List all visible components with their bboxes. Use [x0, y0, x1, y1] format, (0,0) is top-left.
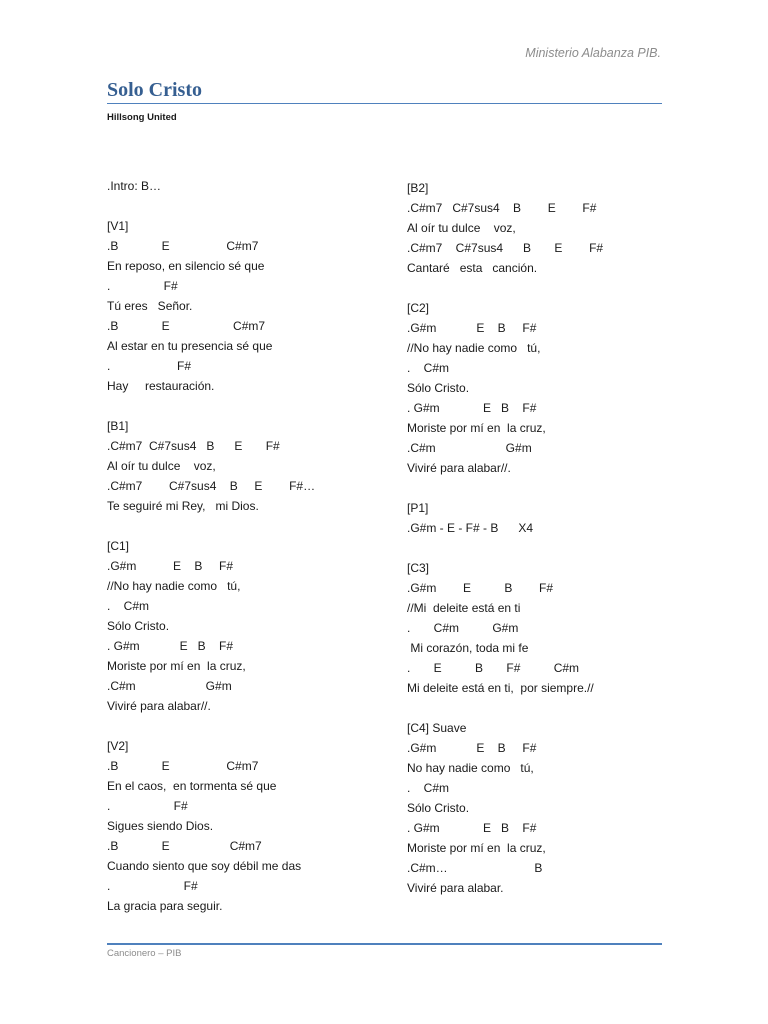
lyric-line: Viviré para alabar. — [407, 881, 504, 895]
lyric-line: .C#m G#m — [107, 679, 232, 693]
footer-divider — [107, 943, 662, 945]
lyric-line: Mi corazón, toda mi fe — [407, 641, 529, 655]
lyric-line: [V2] — [107, 739, 129, 753]
lyric-line: Cantaré esta canción. — [407, 261, 538, 275]
lyric-line — [107, 716, 315, 736]
lyric-line: .G#m E B F# — [407, 321, 537, 335]
lyric-line: .B E C#m7 — [107, 239, 259, 253]
lyric-line: Te seguiré mi Rey, mi Dios. — [107, 499, 259, 513]
lyric-line: .C#m… B — [407, 861, 543, 875]
lyric-line: .B E C#m7 — [107, 319, 266, 333]
lyric-line — [407, 538, 603, 558]
lyric-line: Hay restauración. — [107, 379, 215, 393]
lyric-line: Al oír tu dulce voz, — [107, 459, 216, 473]
organization-header: Ministerio Alabanza PIB. — [525, 46, 661, 60]
lyric-line: [C2] — [407, 301, 430, 315]
lyric-line: . F# — [107, 799, 188, 813]
lyric-line: //Mi deleite está en ti — [407, 601, 521, 615]
lyric-line: .Intro: B… — [107, 179, 162, 193]
lyric-line: //No hay nadie como tú, — [107, 579, 241, 593]
lyric-line: . G#m E B F# — [407, 401, 537, 415]
lyric-line: Moriste por mí en la cruz, — [407, 421, 546, 435]
lyric-line: .B E C#m7 — [107, 759, 259, 773]
lyric-line: . C#m G#m — [407, 621, 519, 635]
lyric-line: [C4] Suave — [407, 721, 467, 735]
lyric-line: .C#m7 C#7sus4 B E F# — [407, 241, 604, 255]
lyric-line — [107, 396, 315, 416]
lyric-line: .B E C#m7 — [107, 839, 262, 853]
lyric-line: Mi deleite está en ti, por siempre.// — [407, 681, 594, 695]
lyric-line: [C3] — [407, 561, 430, 575]
lyric-line: . G#m E B F# — [107, 639, 234, 653]
lyrics-column-right — [407, 178, 603, 898]
footer-text: Cancionero – PIB — [107, 948, 182, 959]
lyric-line: Viviré para alabar//. — [407, 461, 511, 475]
lyric-line: Sólo Cristo. — [407, 381, 470, 395]
lyric-line: [B2] — [407, 181, 429, 195]
lyric-line: En el caos, en tormenta sé que — [107, 779, 277, 793]
lyric-line: .C#m7 C#7sus4 B E F# — [407, 201, 597, 215]
lyric-line: .C#m7 C#7sus4 B E F# — [107, 439, 280, 453]
lyric-line: . C#m — [407, 361, 450, 375]
lyric-line: Moriste por mí en la cruz, — [107, 659, 246, 673]
lyric-line: Sigues siendo Dios. — [107, 819, 214, 833]
title-divider — [107, 103, 662, 104]
song-title: Solo Cristo — [107, 79, 202, 101]
lyric-line — [407, 478, 603, 498]
lyric-line: La gracia para seguir. — [107, 899, 223, 913]
lyric-line: [B1] — [107, 419, 129, 433]
lyric-line — [407, 278, 603, 298]
lyric-line: Sólo Cristo. — [407, 801, 470, 815]
lyric-line: Al estar en tu presencia sé que — [107, 339, 273, 353]
lyric-line: .C#m G#m — [407, 441, 532, 455]
lyric-line: [C1] — [107, 539, 130, 553]
lyric-line: . F# — [107, 359, 192, 373]
lyrics-column-left — [107, 176, 315, 916]
lyric-line: No hay nadie como tú, — [407, 761, 534, 775]
lyric-line: //No hay nadie como tú, — [407, 341, 541, 355]
lyric-line: Sólo Cristo. — [107, 619, 170, 633]
lyric-line: [P1] — [407, 501, 429, 515]
lyric-line: En reposo, en silencio sé que — [107, 259, 265, 273]
lyric-line — [407, 698, 603, 718]
song-artist: Hillsong United — [107, 112, 177, 123]
lyric-line: Al oír tu dulce voz, — [407, 221, 516, 235]
lyric-line: Cuando siento que soy débil me das — [107, 859, 302, 873]
lyric-line: Viviré para alabar//. — [107, 699, 211, 713]
lyric-line: . C#m — [407, 781, 450, 795]
lyric-line: Moriste por mí en la cruz, — [407, 841, 546, 855]
lyric-line: . F# — [107, 879, 198, 893]
lyric-line: .G#m E B F# — [107, 559, 234, 573]
lyric-line: . G#m E B F# — [407, 821, 537, 835]
lyric-line: [V1] — [107, 219, 129, 233]
lyric-line: .G#m E B F# — [407, 581, 554, 595]
lyric-line: Tú eres Señor. — [107, 299, 193, 313]
lyric-line: . C#m — [107, 599, 150, 613]
lyric-line: .C#m7 C#7sus4 B E F#… — [107, 479, 316, 493]
lyric-line: . E B F# C#m — [407, 661, 580, 675]
lyric-line — [107, 516, 315, 536]
lyric-line — [107, 196, 315, 216]
lyric-line: .G#m - E - F# - B X4 — [407, 521, 534, 535]
lyric-line: . F# — [107, 279, 178, 293]
lyric-line: .G#m E B F# — [407, 741, 537, 755]
